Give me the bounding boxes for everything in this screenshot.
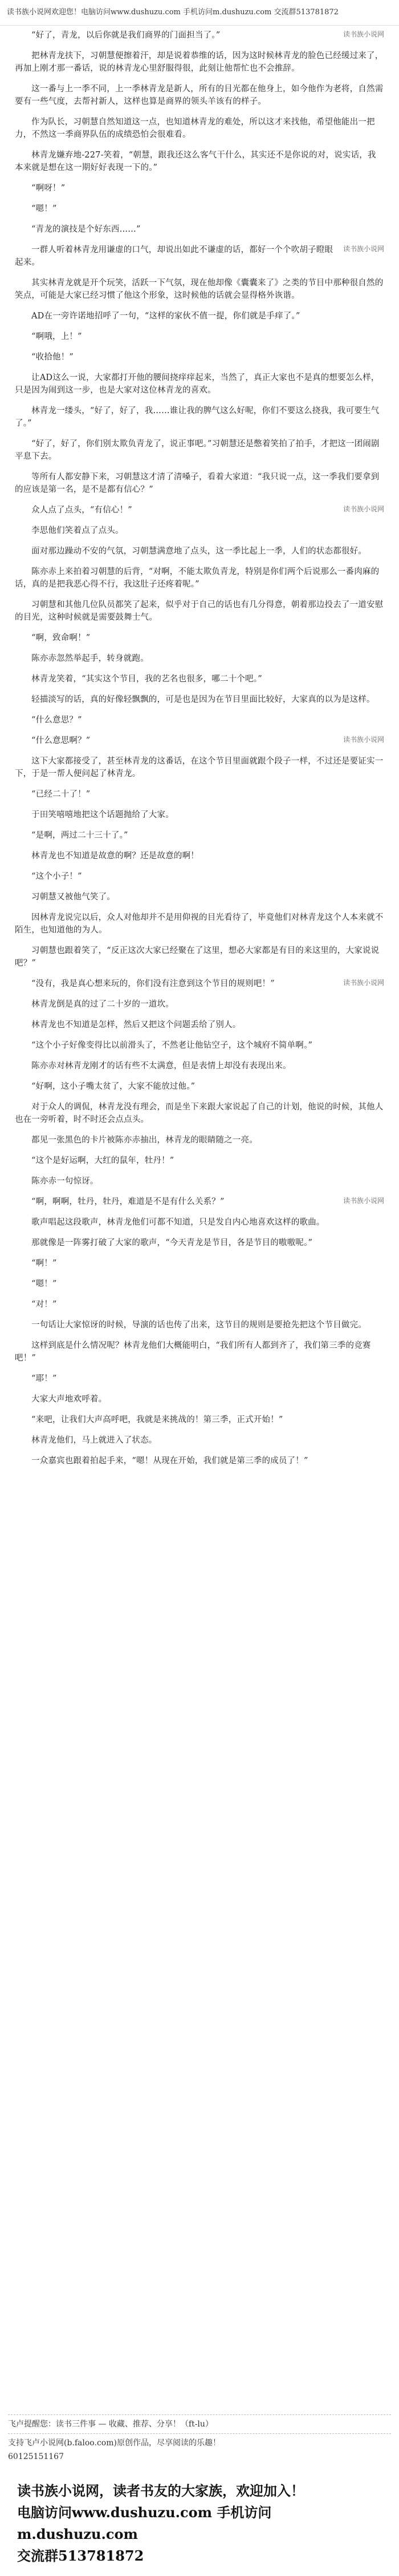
paragraph: 习朝慧又被他气笑了。 bbox=[31, 893, 115, 902]
paragraph: “啊，啊啊，牡丹，牡丹，难道是不是有什么关系？” bbox=[31, 1197, 225, 1206]
paragraph: 其实林青龙就是开个玩笑，活跃一下气氛，现在他却像《囊囊来了》之类的节目中那种很自然的笑点，可能是大家已经习惯了他这个形象，这时候他的话就会显得格外诙谐。 bbox=[15, 278, 384, 300]
paragraph: “对！” bbox=[31, 1300, 57, 1309]
source-tag: 读书族小说网 bbox=[343, 245, 384, 253]
divider bbox=[8, 2433, 391, 2434]
paragraph: 一句话让大家惊讶的时候，导演的话也传了出来，这节目的规则是要抢先把这个节目做完。 bbox=[31, 1321, 367, 1330]
paragraph: 这一番与上一季不同，上一季林青龙是新人，所有的目光都在他身上，如今他作为老将，自然需要有一些气度，去帮衬新人，这样也算是商界的领头羊该有的样子。 bbox=[15, 84, 384, 106]
paragraph: “好了，好了，你们别太欺负青龙了，说正事吧。”习朝慧还是憋着笑拍了拍手，才把这一团闹剧平息下去。 bbox=[15, 439, 380, 461]
paragraph: 林青龙倒是真的过了二十岁的一道坎。 bbox=[31, 1000, 174, 1009]
paragraph: 林青龙一缕头，“好了，好了，我……谁让我的脾气这么好呢，你们不要这么挠我，我可要生气了。” bbox=[15, 406, 380, 428]
paragraph: 陈亦赤一句惊讶。 bbox=[31, 1177, 99, 1186]
paragraph: “这个是好运啊，大红的鼠年，牡丹！” bbox=[31, 1156, 174, 1165]
paragraph: 一群人听着林青龙用谦虚的口气，却说出如此不谦虚的话，都好一个个吹胡子瞪眼起来。 bbox=[15, 245, 333, 267]
paragraph: “啊哦，上！” bbox=[31, 332, 82, 341]
paragraph: “青龙的演技是个好东西……” bbox=[31, 225, 141, 234]
paragraph: 林青龙也不知道是故意的啊？还是故意的啊！ bbox=[31, 851, 199, 861]
footer-id: 60125151167 bbox=[8, 2452, 64, 2461]
paragraph: “嗯！” bbox=[31, 204, 57, 213]
paragraph: 对于众人的调侃，林青龙没有理会，而是坐下来跟大家说起了自己的计划，他说的时候，其他人也在一旁听着，时不时还会点点头。 bbox=[15, 1103, 384, 1124]
paragraph: 一众嘉宾也跟着拍起手来，“嗯！从现在开始，我们就是第三季的成员了！” bbox=[31, 1456, 308, 1465]
ad-line-2[interactable]: 电脑访问www.dushuzu.com 手机访问m.dushuzu.com bbox=[17, 2504, 272, 2542]
paragraph: 歌声唱起这段歌声，林青龙他们可都不知道，只是发自内心地喜欢这样的歌曲。 bbox=[31, 1218, 325, 1227]
chapter-footer bbox=[0, 2411, 399, 2465]
paragraph: 把林青龙扶下，习朝慧便擦着汗，却是说着恭维的话，因为这时候林青龙的脸色已经缓过来了，再加上刚才那一番话，说的林青龙心里舒服得很，此刻让他帮忙也不会推辞。 bbox=[15, 51, 384, 73]
paragraph: “已经二十了！” bbox=[31, 790, 91, 799]
paragraph: “这个小子！” bbox=[31, 872, 82, 881]
paragraph: 习朝慧和其他几位队员都笑了起来，似乎对于自己的话也有几分得意，朝着那边投去了一道安慰的目光，这种时候就是需要鼓舞士气。 bbox=[15, 600, 384, 622]
paragraph: “什么意思？” bbox=[31, 716, 82, 725]
paragraph: 习朝慧也跟着笑了，“反正这次大家已经聚在了这里，想必大家都是有目的来这里的，大家说说吧？” bbox=[15, 946, 380, 968]
paragraph: 都见一张黑色的卡片被陈亦赤抽出，林青龙的眼睛随之一亮。 bbox=[31, 1136, 258, 1145]
site-header: 读书族小说网欢迎您！电脑访问www.dushuzu.com 手机访问m.dushuzu.com 交流群513781872 bbox=[0, 0, 399, 26]
paragraph: 让AD这么一说，大家都打开他的腰间挠痒痒起来，当然了，真正大家也不是真的想要怎么样，只是因为闹到这一步，也是大家对这位林青龙的喜欢。 bbox=[15, 373, 380, 395]
paragraph: 大家大声地欢呼着。 bbox=[31, 1395, 107, 1404]
paragraph: 因林青龙说完以后，众人对他却并不是用仰视的目光看待了，毕竟他们对林青龙这个人本来就不陌生，也知道他的为人。 bbox=[15, 913, 384, 935]
paragraph: “嗯！” bbox=[31, 1279, 57, 1289]
paragraph: 面对那边躁动不安的气氛，习朝慧满意地了点头，这一季比起上一季，人们的状态都很好。 bbox=[31, 547, 367, 556]
paragraph: “啊，致命啊！” bbox=[31, 633, 91, 643]
ad-line-3: 交流群513781872 bbox=[17, 2547, 144, 2564]
source-tag: 读书族小说网 bbox=[343, 736, 384, 744]
paragraph: 林青龙嫌弃地-227-笑着，“朝慧，跟我还这么客气干什么，其实还不是你说的对，说实话，我本来就是想在这一期好好表现一下的。” bbox=[15, 151, 376, 172]
paragraph: “收拾他！” bbox=[31, 353, 74, 362]
paragraph: “什么意思啊？” bbox=[31, 736, 91, 745]
paragraph: 众人点了点头，“有信心！” bbox=[31, 506, 132, 515]
paragraph: 李思他们笑着点了点头。 bbox=[31, 526, 124, 535]
paragraph: “啊呀！” bbox=[31, 184, 66, 193]
paragraph: 这样到底是什么情况呢？林青龙他们大概能明白，“我们所有人都到齐了，我们第三季的竞赛吧！” bbox=[15, 1341, 371, 1363]
source-tag: 读书族小说网 bbox=[343, 30, 384, 38]
paragraph: 那就像是一阵雾打破了大家的歌声，“今天青龙是节目，各是节目的嗷嗷呢。” bbox=[31, 1238, 313, 1247]
source-tag: 读书族小说网 bbox=[343, 979, 384, 987]
paragraph: 轻描淡写的话，真的好像轻飘飘的，可是也是因为在节目里面比较好，大家真的以为是这样。 bbox=[31, 695, 375, 704]
chapter-content bbox=[0, 26, 399, 1467]
paragraph: AD在一旁许诺地招呼了一句，“这样的家伙不值一提，你们就是手痒了。” bbox=[31, 312, 300, 321]
footer-support-link[interactable]: 支持飞卢小说网(b.faloo.com)原创作品，尽享阅读的乐趣！ bbox=[8, 2438, 221, 2448]
paragraph: “好啊，这小子嘴太贫了，大家不能放过他。” bbox=[31, 1082, 196, 1091]
paragraph: “来吧，让我们大声高呼吧，我就是来挑战的！第三季，正式开始！” bbox=[31, 1415, 283, 1424]
source-tag: 读书族小说网 bbox=[343, 505, 384, 513]
paragraph: 陈亦赤对林青龙刚才的话有些不太满意，但是表情上却没有表现出来。 bbox=[31, 1061, 291, 1071]
paragraph: “这个小子好像变得比以前滑头了，不然老让他钻空子，这个城府不简单啊。” bbox=[31, 1041, 313, 1050]
paragraph: “好了，青龙，以后你就是我们商界的门面担当了。” bbox=[31, 31, 221, 40]
paragraph: “是啊，两过二十三十了。” bbox=[31, 831, 128, 840]
paragraph: 作为队长，习朝慧自然知道这一点，也知道林青龙的难处，所以这才来找他，希望他能出一把力，不然这一季商界队伍的成绩恐怕会很难看。 bbox=[15, 118, 375, 139]
paragraph: 这下大家都接受了，甚至林青龙的这番话，在这个节目里面就跟个段子一样，不过还是要证实一下，于是一帮人便问起了林青龙。 bbox=[15, 757, 384, 778]
paragraph: “啊！” bbox=[31, 1259, 57, 1268]
site-ad bbox=[0, 2471, 399, 2576]
source-tag: 读书族小说网 bbox=[343, 1197, 384, 1205]
ad-line-1: 读书族小说网，读者书友的大家族，欢迎加入！ bbox=[17, 2482, 304, 2499]
paragraph: “耶！” bbox=[31, 1374, 57, 1383]
paragraph: 等所有人都安静下来，习朝慧这才清了清嗓子，看着大家道：“我只说一点，这一季我们要拿到的应该是第一名，是不是都有信心？” bbox=[15, 473, 380, 494]
paragraph: 林青龙他们，马上就进入了状态。 bbox=[31, 1436, 157, 1445]
footer-tip: 飞卢提醒您：读书三件事 — 收藏、推荐、分享！（ft-lu） bbox=[8, 2420, 213, 2429]
paragraph: 陈亦赤上来拍着习朝慧的后背，“对啊，不能太欺负青龙，特别是你们两个后说那么一番肉麻的话，真的是把我恶心得不行，我这肚子还疼着呢。” bbox=[15, 567, 380, 589]
paragraph: 于田笑嘻嘻地把这个话题抛给了大家。 bbox=[31, 810, 174, 819]
paragraph: “没有，我是真心想来玩的，你们没有注意到这个节目的规则吧！” bbox=[31, 979, 275, 988]
paragraph: 陈亦赤忽然举起手，转身就跑。 bbox=[31, 654, 149, 663]
paragraph: 林青龙也不知道是怎样，然后又把这个问题丢给了别人。 bbox=[31, 1020, 241, 1029]
paragraph: 林青龙笑着，“其实这个节目，我的艺名也很多，哪二十个吧。” bbox=[31, 675, 262, 684]
